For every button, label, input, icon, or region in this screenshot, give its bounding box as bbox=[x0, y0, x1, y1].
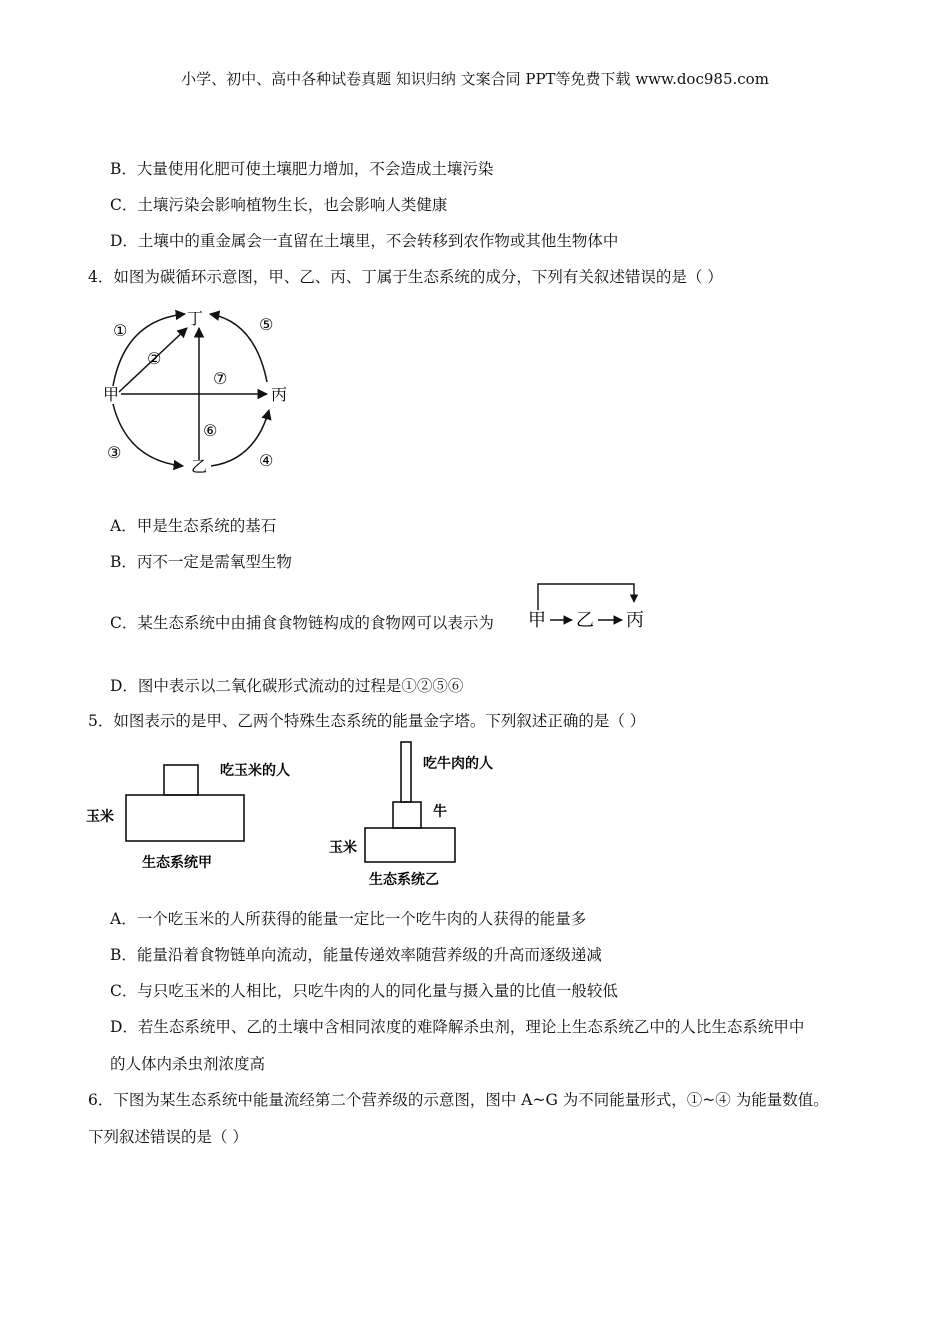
node-left: 甲 bbox=[103, 385, 120, 404]
q5-option-a: A．一个吃玉米的人所获得的能量一定比一个吃牛肉的人获得的能量多 bbox=[110, 910, 587, 928]
label-4: ④ bbox=[259, 451, 274, 470]
arrow-3 bbox=[113, 404, 183, 466]
q4-option-b: B．丙不一定是需氧型生物 bbox=[110, 553, 292, 571]
pyramid-a-caption: 生态系统甲 bbox=[142, 855, 212, 871]
q4-option-a: A．甲是生态系统的基石 bbox=[110, 517, 277, 535]
q3-option-c: C．土壤污染会影响植物生长，也会影响人类健康 bbox=[110, 196, 448, 214]
pyramid-b-top-label: 吃牛肉的人 bbox=[423, 756, 493, 772]
energy-pyramid-a bbox=[80, 755, 310, 875]
label-6: ⑥ bbox=[203, 421, 218, 440]
q5-option-d-line1: D．若生态系统甲、乙的土壤中含相同浓度的难降解杀虫剂，理论上生态系统乙中的人比生态系统甲中 bbox=[110, 1018, 805, 1036]
label-2: ② bbox=[147, 349, 162, 368]
q3-option-b: B．大量使用化肥可使土壤肥力增加，不会造成土壤污染 bbox=[110, 160, 494, 178]
node-right: 丙 bbox=[271, 385, 288, 404]
q4-option-c: C．某生态系统中由捕食食物链构成的食物网可以表示为 bbox=[110, 614, 494, 632]
foodweb-bypass-arrow bbox=[538, 584, 634, 610]
q3-option-d: D．土壤中的重金属会一直留在土壤里，不会转移到农作物或其他生物体中 bbox=[110, 232, 619, 250]
food-web-diagram bbox=[526, 580, 656, 630]
label-5: ⑤ bbox=[259, 315, 274, 334]
q5-option-b: B．能量沿着食物链单向流动，能量传递效率随营养级的升高而逐级递减 bbox=[110, 946, 602, 964]
q5-option-c: C．与只吃玉米的人相比，只吃牛肉的人的同化量与摄入量的比值一般较低 bbox=[110, 982, 618, 1000]
page-header: 小学、初中、高中各种试卷真题 知识归纳 文案合同 PPT等免费下载 www.doc985.com bbox=[181, 70, 769, 88]
label-1: ① bbox=[113, 321, 128, 340]
node-bottom: 乙 bbox=[191, 457, 208, 476]
q6-stem-line2: 下列叙述错误的是（ ） bbox=[88, 1128, 248, 1146]
label-7: ⑦ bbox=[213, 369, 228, 388]
foodweb-node-2: 乙 bbox=[576, 610, 594, 631]
pyramid-a-base-label: 玉米 bbox=[86, 809, 114, 825]
label-3: ③ bbox=[107, 443, 122, 462]
pyramid-a-top-label: 吃玉米的人 bbox=[220, 763, 290, 779]
carbon-cycle-diagram bbox=[95, 300, 305, 480]
q5-stem: 5．如图表示的是甲、乙两个特殊生态系统的能量金字塔。下列叙述正确的是（ ） bbox=[88, 712, 646, 730]
q4-stem: 4．如图为碳循环示意图，甲、乙、丙、丁属于生态系统的成分，下列有关叙述错误的是（ ） bbox=[88, 268, 723, 286]
node-top: 丁 bbox=[187, 309, 204, 328]
foodweb-node-1: 甲 bbox=[528, 610, 546, 631]
pyramid-b-base-label: 玉米 bbox=[329, 840, 357, 856]
q4-option-d: D．图中表示以二氧化碳形式流动的过程是①②⑤⑥ bbox=[110, 677, 464, 695]
pyramid-b-mid-label: 牛 bbox=[433, 804, 447, 820]
foodweb-node-3: 丙 bbox=[626, 610, 644, 631]
energy-pyramid-b bbox=[325, 738, 525, 888]
q6-stem-line1: 6．下图为某生态系统中能量流经第二个营养级的示意图，图中 A~G 为不同能量形式，①~④ 为能量数值。 bbox=[88, 1091, 829, 1109]
pyramid-b-caption: 生态系统乙 bbox=[369, 872, 439, 888]
q5-option-d-line2: 的人体内杀虫剂浓度高 bbox=[110, 1055, 266, 1073]
